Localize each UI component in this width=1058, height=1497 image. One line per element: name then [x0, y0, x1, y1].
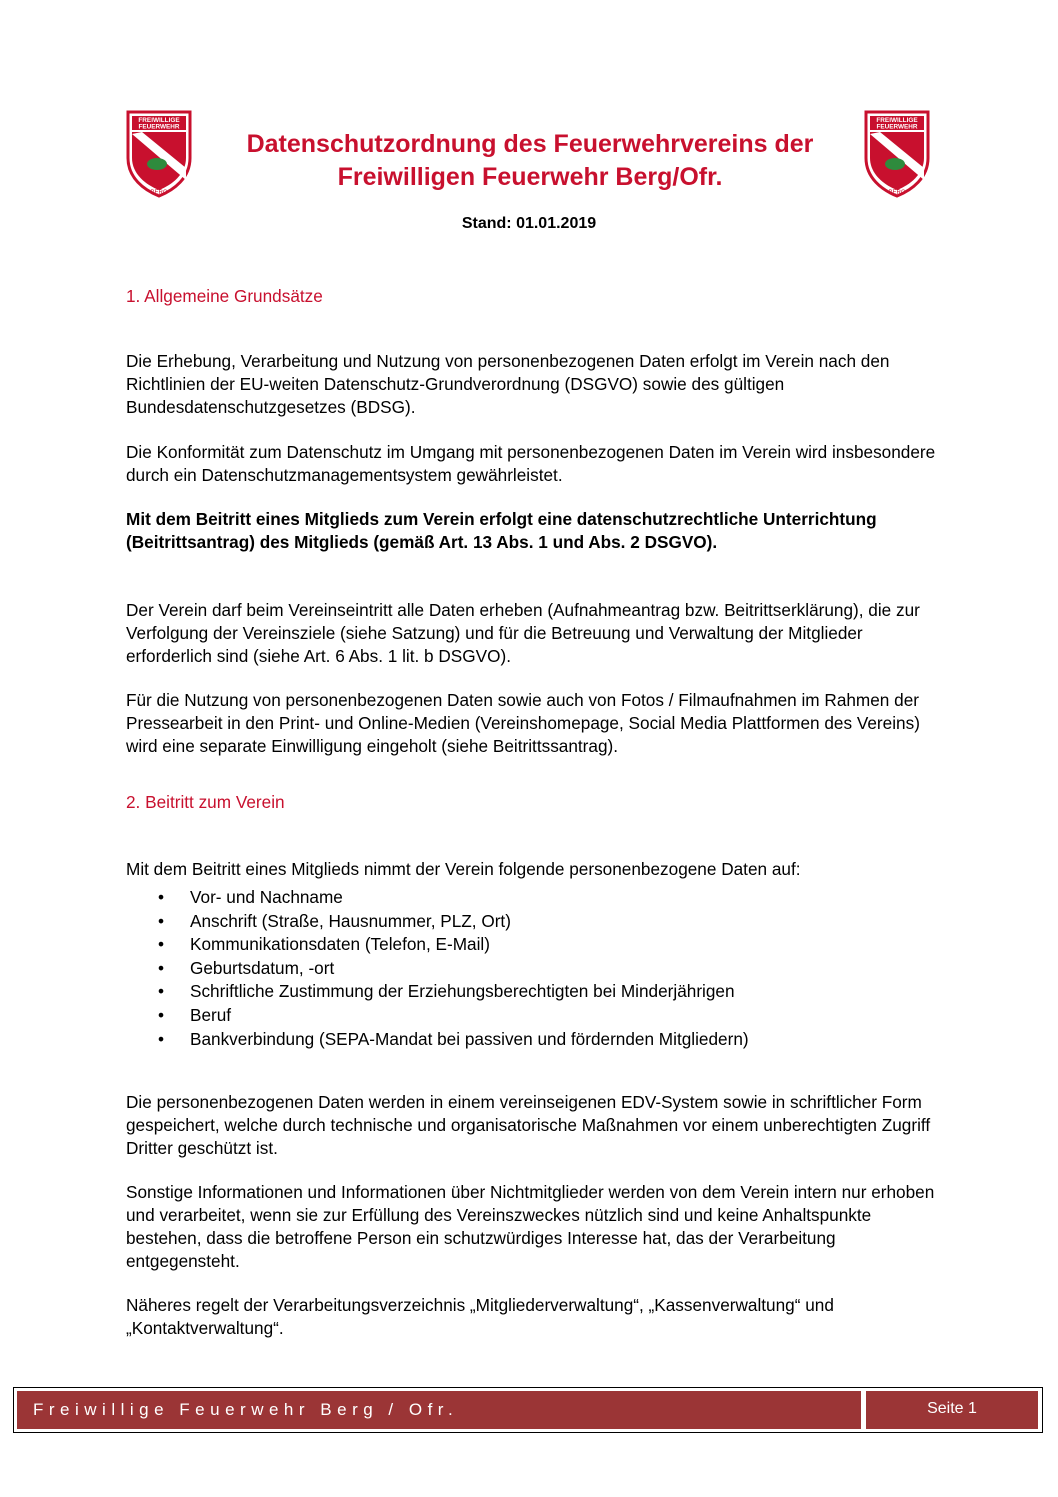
bullet-icon: •	[158, 1028, 165, 1049]
list-item: • Bankverbindung (SEPA-Mandat bei passiven und fördernden Mitgliedern)	[126, 1028, 938, 1052]
svg-text:FREIWILLIGE: FREIWILLIGE	[876, 117, 918, 124]
footer-page-number-text: Seite 1	[927, 1400, 977, 1417]
footer-organization-text: Freiwillige Feuerwehr Berg / Ofr.	[33, 1400, 459, 1419]
paragraph: Die Konformität zum Datenschutz im Umgang mit personenbezogenen Daten im Verein wird insbesondere durch ein Datenschutzmanagementsystem gewährleistet.	[126, 442, 936, 485]
title-line-1: Datenschutzordnung des Feuerwehrvereins der	[246, 130, 814, 158]
fire-brigade-crest-right-icon	[862, 108, 932, 198]
svg-text:FEUERWEHR: FEUERWEHR	[138, 123, 180, 131]
svg-text:BERG: BERG	[888, 190, 906, 196]
title-line-2: Freiwilligen Feuerwehr Berg/Ofr.	[337, 163, 723, 191]
page-footer	[13, 1387, 1043, 1433]
paragraph: Für die Nutzung von personenbezogenen Daten sowie auch von Fotos / Filmaufnahmen im Rahmen der Pressearbeit in den Print- und Online-Medien (Vereinshomepage, Social Media Plattformen des Vereins) wird eine separate Einwilligung eingeholt (siehe Beitrittssantrag).	[126, 690, 920, 756]
bullet-icon: •	[158, 957, 165, 978]
paragraph: Mit dem Beitritt eines Mitglieds nimmt der Verein folgende personenbezogene Daten auf:	[126, 859, 801, 880]
paragraph: Die Erhebung, Verarbeitung und Nutzung von personenbezogenen Daten erfolgt im Verein nach den Richtlinien der EU-weiten Datenschutz-Grundverordnung (DSGVO) sowie des gültigen Bundesdatenschutzgesetzes (BDSG).	[126, 351, 890, 417]
fire-brigade-crest-left-icon	[124, 108, 194, 198]
document-title	[200, 128, 860, 194]
list-item: • Anschrift (Straße, Hausnummer, PLZ, Ort)	[126, 910, 938, 934]
paragraph: Näheres regelt der Verarbeitungsverzeichnis „Mitgliederverwaltung“, „Kassenverwaltung“ und „Kontaktverwaltung“.	[126, 1295, 834, 1338]
bullet-icon: •	[158, 887, 165, 907]
paragraph: Sonstige Informationen und Informationen über Nichtmitglieder werden von dem Verein intern nur erhoben und verarbeitet, wenn sie zur Erfüllung des Vereinszweckes nützlich sind und keine Anhaltspunkte bestehen, dass die betroffene Person ein schutzwürdiges Interesse hat, das der Verarbeitung entgegensteht.	[126, 1182, 935, 1271]
svg-text:BERG: BERG	[150, 190, 168, 196]
svg-text:FEUERWEHR: FEUERWEHR	[876, 123, 918, 131]
list-item: • Beruf	[126, 1004, 938, 1028]
bullet-icon: •	[158, 1004, 165, 1025]
list-item: • Kommunikationsdaten (Telefon, E-Mail)	[126, 933, 938, 957]
paragraph: Die personenbezogenen Daten werden in einem vereinseigenen EDV-System sowie in schriftlicher Form gespeichert, welche durch technische und organisatorische Maßnahmen vor einem unberechtigten Zugriff Dritter geschützt ist.	[126, 1092, 931, 1158]
list-item: • Vor- und Nachname	[126, 886, 938, 910]
footer-page-number	[866, 1391, 1038, 1429]
bullet-icon: •	[158, 981, 165, 1002]
list-item: • Schriftliche Zustimmung der Erziehungsberechtigten bei Minderjährigen	[126, 980, 938, 1004]
paragraph-bold: Mit dem Beitritt eines Mitglieds zum Verein erfolgt eine datenschutzrechtliche Unterrichtung (Beitrittsantrag) des Mitglieds (gemäß Art. 13 Abs. 1 und Abs. 2 DSGVO).	[126, 509, 877, 552]
list-item: • Geburtsdatum, -ort	[126, 957, 938, 981]
section-1-heading: 1. Allgemeine Grundsätze	[126, 286, 323, 306]
bullet-icon: •	[158, 934, 165, 955]
footer-organization	[17, 1391, 861, 1429]
section-2-heading: 2. Beitritt zum Verein	[126, 792, 285, 812]
bullet-icon: •	[158, 910, 165, 931]
personal-data-list	[126, 886, 938, 1051]
svg-text:FREIWILLIGE: FREIWILLIGE	[138, 117, 180, 124]
document-date: Stand: 01.01.2019	[461, 215, 597, 232]
paragraph: Der Verein darf beim Vereinseintritt alle Daten erheben (Aufnahmeantrag bzw. Beitrittserklärung), die zur Verfolgung der Vereinsziele (siehe Satzung) und für die Betreuung und Verwaltung der Mitglieder erforderlich sind (siehe Art. 6 Abs. 1 lit. b DSGVO).	[126, 600, 920, 666]
